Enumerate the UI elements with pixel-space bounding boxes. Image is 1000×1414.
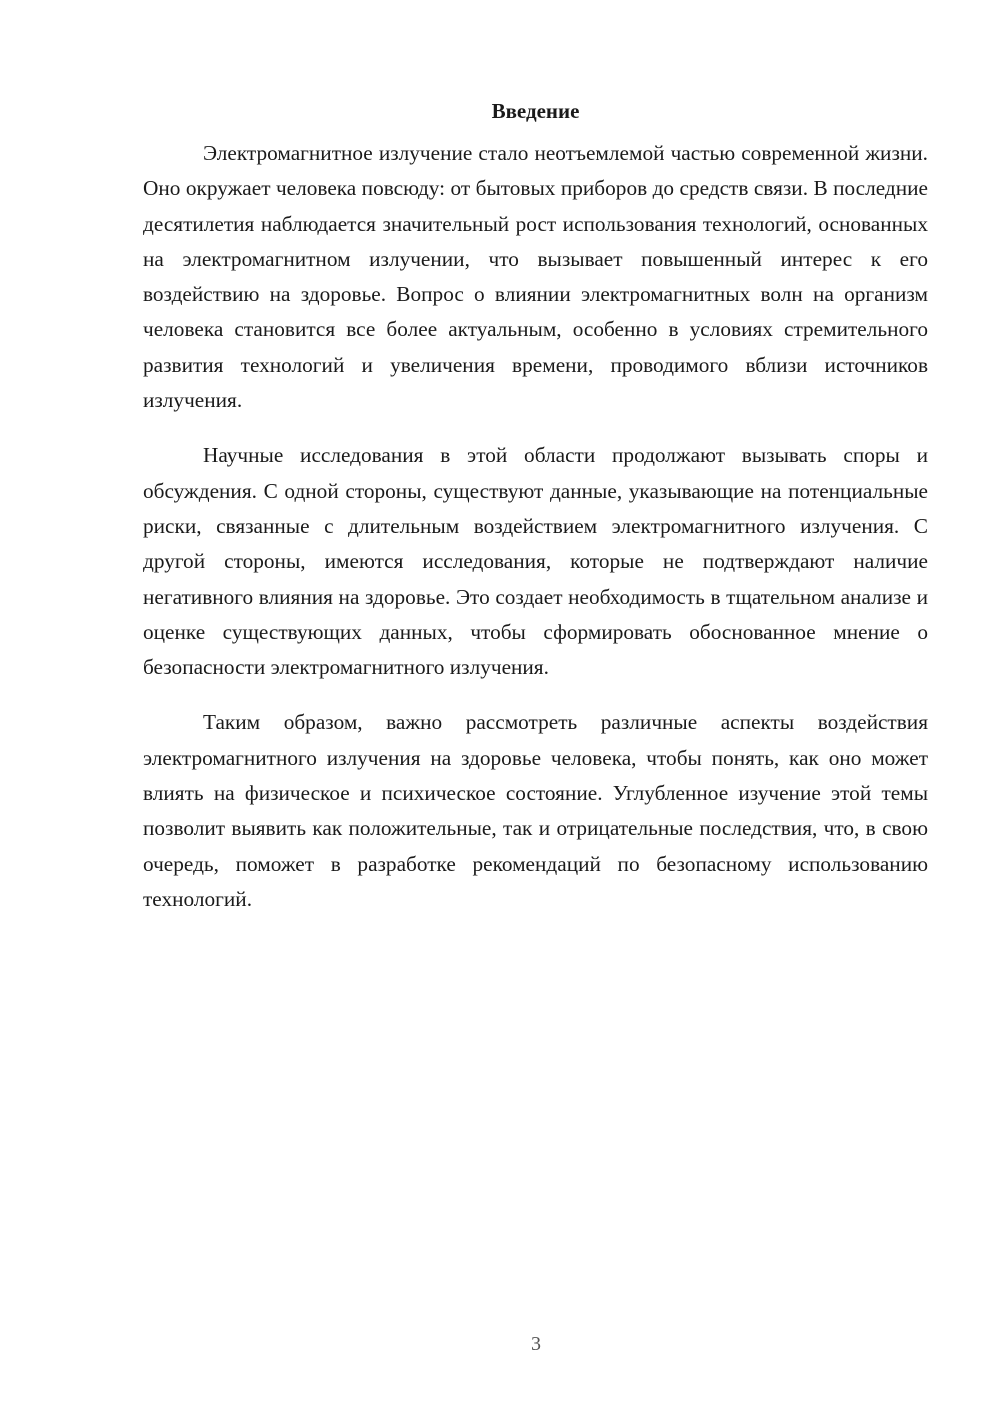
section-title: Введение bbox=[491, 99, 580, 123]
paragraph-3: Таким образом, важно рассмотреть различные аспекты воздействия электромагнитного излучения на здоровье человека, чтобы понять, как оно может влиять на физическое и психическое состояние. Углубленное изучение этой темы позволит выявить как положительные, так и отрицательные последствия, что, в свою очередь, поможет в разработке рекомендаций по безопасному использованию технологий. bbox=[143, 710, 928, 911]
paragraph-1: Электромагнитное излучение стало неотъемлемой частью современной жизни. Оно окружает человека повсюду: от бытовых приборов до средств связи. В последние десятилетия наблюдается значительный рост использования технологий, основанных на электромагнитном излучении, что вызывает повышенный интерес к его воздействию на здоровье. Вопрос о влиянии электромагнитных волн на организм человека становится все более актуальным, особенно в условиях стремительного развития технологий и увеличения времени, проводимого вблизи источников излучения. bbox=[143, 141, 928, 413]
page-content bbox=[143, 96, 928, 937]
page-number: 3 bbox=[531, 1333, 541, 1355]
paragraph-2: Научные исследования в этой области продолжают вызывать споры и обсуждения. С одной стороны, существуют данные, указывающие на потенциальные риски, связанные с длительным воздействием электромагнитного излучения. С другой стороны, имеются исследования, которые не подтверждают наличие негативного влияния на здоровье. Это создает необходимость в тщательном анализе и оценке существующих данных, чтобы сформировать обоснованное мнение о безопасности электромагнитного излучения. bbox=[143, 443, 928, 680]
